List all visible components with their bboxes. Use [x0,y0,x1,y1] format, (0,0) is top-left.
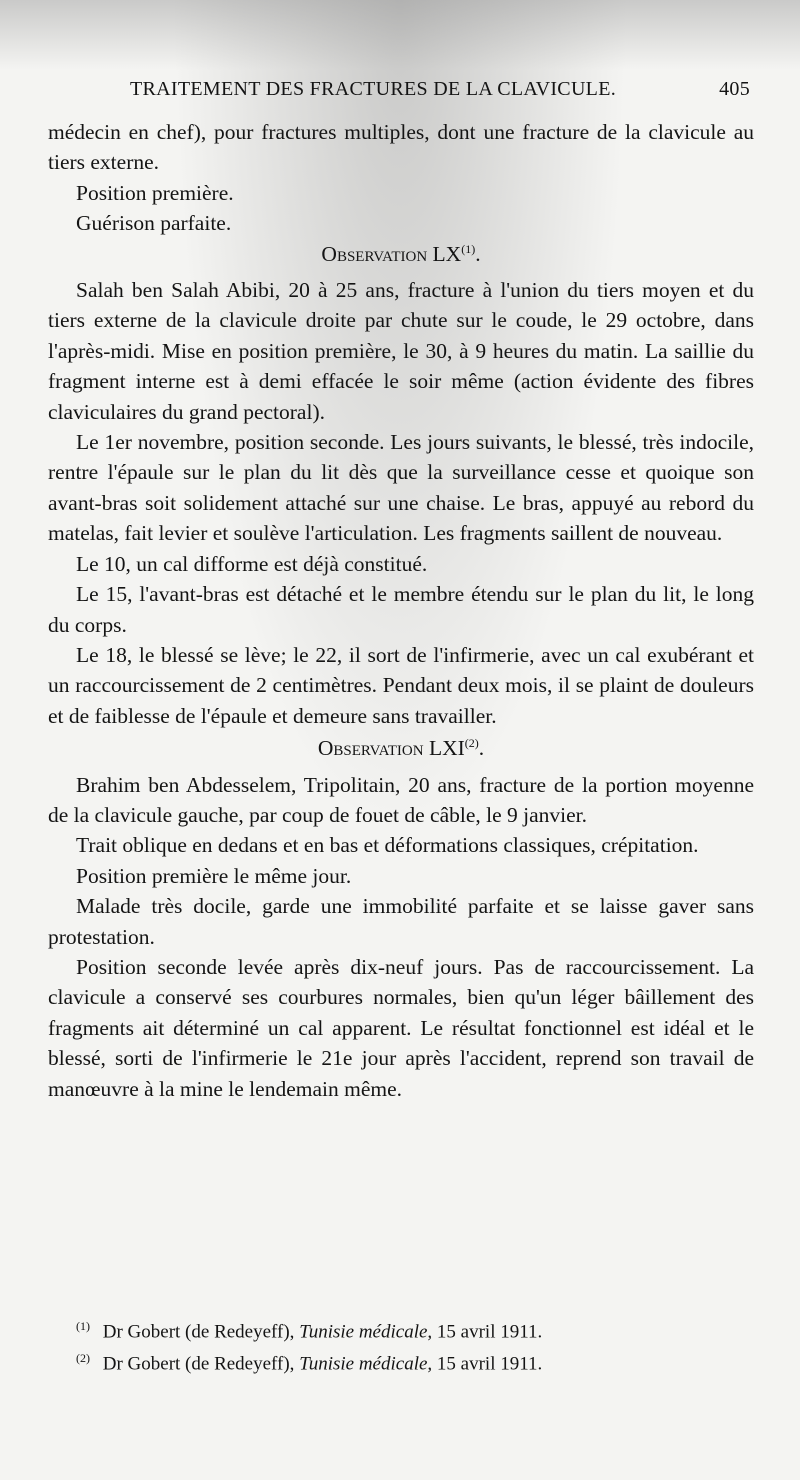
observation-heading: Observation LXI$^{(2)}$. [317,735,485,761]
paragraph: Salah ben Salah Abibi, 20 à 25 ans, fracture à l'union du tiers moyen et du tiers externe de la clavicule droite par chute sur le coude, le 29 octobre, dans l'après-midi. Mise en position première, le 30, à 9 heures du matin. La saillie du fragment interne est à demi effacée le soir même (action évidente des fibres claviculaires du grand pectoral). [48,278,754,424]
footnote [76,1345,736,1377]
paragraph: Le 18, le blessé se lève; le 22, il sort de l'infirmerie, avec un cal exubérant et un raccourcissement de 2 centimètres. Pendant deux mois, il se plaint de douleurs et de faiblesse de l'épaule et demeure sans travailler. [48,642,754,728]
footnote-ref: (2) [464,735,479,750]
paragraph: Le 1er novembre, position seconde. Les jours suivants, le blessé, très indocile, rentre l'épaule sur le plan du lit dès que la surveillance cesse et quoique son avant-bras soit solidement attaché sur une chaise. Le bras, appuyé au rebord du matelas, fait levier et soulève l'articulation. Les fragments saillent de nouveau. [48,430,754,546]
footnote-mark: (2) [76,1351,90,1366]
running-header [130,78,750,108]
paragraph: Position première le même jour. [76,863,352,888]
observation-label: Observation LX [321,241,462,266]
footnote-journal: Tunisie médicale, [299,1321,433,1343]
footnote-mark: (1) [76,1319,90,1333]
page-number: 405 [719,78,750,100]
paragraph: Trait oblique en dedans et en bas et déformations classiques, crépitation. [76,833,699,858]
observation-heading: Observation LX$^{(1)}$. [321,241,481,266]
footnotes [76,1313,736,1378]
paragraph: Malade très docile, garde une immobilité parfaite et se laisse gaver sans protestation. [48,894,754,949]
footnote [76,1313,736,1345]
footnote-journal: Tunisie médicale, [299,1353,433,1375]
observation-label: Observation LXI [317,736,465,761]
footnote-date: 15 avril 1911. [436,1321,543,1343]
footnote-author: Dr Gobert (de Redeyeff), [102,1353,295,1375]
paragraph: Position première. [76,180,234,205]
body-text [48,117,754,1104]
header-title: TRAITEMENT DES FRACTURES DE LA CLAVICULE. [130,78,617,100]
page-edge-shadow [0,0,800,70]
footnote-ref: (1) [461,241,476,256]
paragraph: médecin en chef), pour fractures multiples, dont une fracture de la clavicule au tiers externe. [48,120,754,175]
paragraph: Guérison parfaite. [76,211,232,236]
paragraph: Le 10, un cal difforme est déjà constitué. [76,551,428,576]
paragraph: Le 15, l'avant-bras est détaché et le membre étendu sur le plan du lit, le long du corps. [48,582,754,637]
paragraph: Brahim ben Abdesselem, Tripolitain, 20 ans, fracture de la portion moyenne de la clavicule gauche, par coup de fouet de câble, le 9 janvier. [48,772,754,827]
footnote-date: 15 avril 1911. [436,1353,543,1375]
paragraph: Position seconde levée après dix-neuf jours. Pas de raccourcissement. La clavicule a conservé ses courbures normales, bien qu'un léger bâillement des fragments ait déterminé un cal apparent. Le résultat fonctionnel est idéal et le blessé, sorti de l'infirmerie le 21e jour après l'accident, reprend son travail de manœuvre à la mine le lendemain même. [48,954,754,1101]
footnote-author: Dr Gobert (de Redeyeff), [102,1321,295,1343]
